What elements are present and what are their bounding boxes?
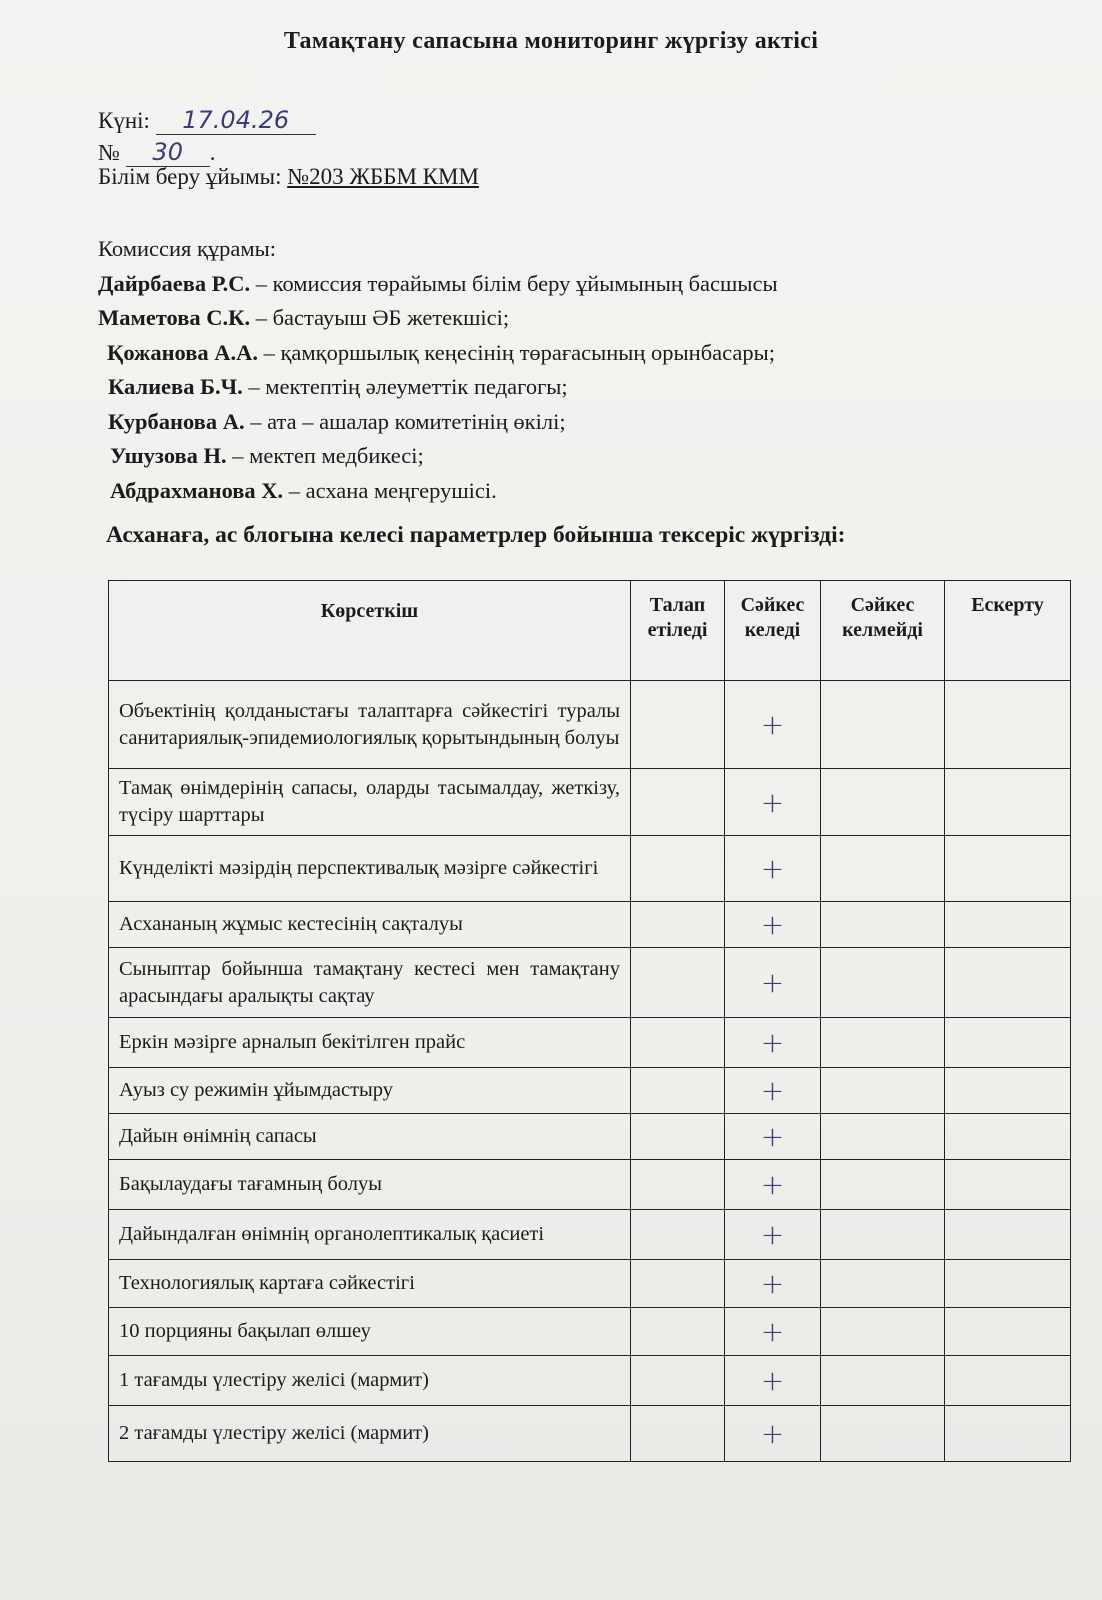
- note-cell[interactable]: [945, 769, 1071, 836]
- required-cell[interactable]: [631, 1068, 725, 1114]
- complies-cell[interactable]: [725, 1356, 821, 1406]
- indicator-cell: Асхананың жұмыс кестесінің сақталуы: [109, 902, 631, 948]
- complies-cell[interactable]: [725, 769, 821, 836]
- indicator-cell: 10 порцияны бақылап өлшеу: [109, 1308, 631, 1356]
- required-cell[interactable]: [631, 1160, 725, 1210]
- complies-cell[interactable]: [725, 1068, 821, 1114]
- header-complies: Сәйкес келеді: [725, 581, 821, 681]
- indicator-cell: 2 тағамды үлестіру желісі (мармит): [109, 1406, 631, 1462]
- number-value[interactable]: 30: [126, 138, 210, 167]
- note-cell[interactable]: [945, 948, 1071, 1018]
- complies-cell[interactable]: [725, 1018, 821, 1068]
- note-cell[interactable]: [945, 836, 1071, 902]
- note-cell[interactable]: [945, 1114, 1071, 1160]
- commission-member: [98, 405, 778, 440]
- required-cell[interactable]: [631, 1260, 725, 1308]
- plus-mark: +: [760, 1364, 785, 1397]
- required-cell[interactable]: [631, 1114, 725, 1160]
- number-label: №: [98, 140, 120, 165]
- plus-mark: +: [760, 966, 785, 999]
- required-cell[interactable]: [631, 1308, 725, 1356]
- indicator-cell: Дайын өнімнің сапасы: [109, 1114, 631, 1160]
- commission-block: [98, 232, 778, 508]
- complies-cell[interactable]: [725, 1160, 821, 1210]
- not-complies-cell[interactable]: [821, 1160, 945, 1210]
- not-complies-cell[interactable]: [821, 948, 945, 1018]
- complies-cell[interactable]: [725, 948, 821, 1018]
- member-role: – мектептің әлеуметтік педагогы;: [242, 374, 568, 399]
- commission-member: [98, 439, 778, 474]
- plus-mark: +: [760, 1218, 785, 1251]
- note-cell[interactable]: [945, 1406, 1071, 1462]
- commission-member: [98, 474, 778, 509]
- plus-mark: +: [760, 1026, 785, 1059]
- not-complies-cell[interactable]: [821, 1210, 945, 1260]
- note-cell[interactable]: [945, 1308, 1071, 1356]
- indicator-cell: Ауыз су режимін ұйымдастыру: [109, 1068, 631, 1114]
- table-row: [109, 1308, 1071, 1356]
- note-cell[interactable]: [945, 1068, 1071, 1114]
- header-required: Талап етіледі: [631, 581, 725, 681]
- indicator-cell: Тамақ өнімдерінің сапасы, оларды тасымалдау, жеткізу, түсіру шарттары: [109, 769, 631, 836]
- date-line: [98, 106, 316, 135]
- complies-cell[interactable]: [725, 1210, 821, 1260]
- not-complies-cell[interactable]: [821, 681, 945, 769]
- table-row: [109, 769, 1071, 836]
- not-complies-cell[interactable]: [821, 836, 945, 902]
- note-cell[interactable]: [945, 1356, 1071, 1406]
- header-not-complies: Сәйкес келмейді: [821, 581, 945, 681]
- note-cell[interactable]: [945, 1018, 1071, 1068]
- plus-mark: +: [760, 1074, 785, 1107]
- member-name: Абдрахманова Х.: [110, 477, 284, 503]
- note-cell[interactable]: [945, 1260, 1071, 1308]
- note-cell[interactable]: [945, 681, 1071, 769]
- complies-cell[interactable]: [725, 1308, 821, 1356]
- commission-member: [98, 370, 778, 405]
- plus-mark: +: [760, 1168, 785, 1201]
- not-complies-cell[interactable]: [821, 1018, 945, 1068]
- indicator-cell: Күнделікті мәзірдің перспективалық мәзірге сәйкестігі: [109, 836, 631, 902]
- inspection-table: [108, 580, 1071, 1462]
- member-role: – мектеп медбикесі;: [226, 443, 424, 468]
- section-heading: Асханаға, ас блогына келесі параметрлер бойынша тексеріс жүргізді:: [106, 522, 846, 548]
- commission-member: [98, 267, 778, 302]
- date-label: Күні:: [98, 108, 150, 133]
- table-row: [109, 1260, 1071, 1308]
- plus-mark: +: [760, 1315, 785, 1348]
- table-row: [109, 1068, 1071, 1114]
- not-complies-cell[interactable]: [821, 1068, 945, 1114]
- required-cell[interactable]: [631, 948, 725, 1018]
- plus-mark: +: [760, 1417, 785, 1450]
- required-cell[interactable]: [631, 1210, 725, 1260]
- table-row: [109, 1018, 1071, 1068]
- required-cell[interactable]: [631, 1356, 725, 1406]
- document-title: Тамақтану сапасына мониторинг жүргізу актісі: [283, 28, 819, 54]
- not-complies-cell[interactable]: [821, 1406, 945, 1462]
- member-role: – ата – ашалар комитетінің өкілі;: [244, 408, 566, 434]
- not-complies-cell[interactable]: [821, 902, 945, 948]
- plus-mark: +: [760, 1120, 785, 1153]
- organization-label: Білім беру ұйымы:: [98, 164, 282, 189]
- header-indicator: Көрсеткіш: [109, 581, 631, 681]
- required-cell[interactable]: [631, 836, 725, 902]
- commission-member: [98, 301, 778, 336]
- not-complies-cell[interactable]: [821, 769, 945, 836]
- complies-cell[interactable]: [725, 681, 821, 769]
- complies-cell[interactable]: [725, 1406, 821, 1462]
- indicator-cell: Бақылаудағы тағамның болуы: [109, 1160, 631, 1210]
- plus-mark: +: [760, 708, 785, 741]
- table-header-row: [109, 581, 1071, 681]
- header-note: Ескерту: [945, 581, 1071, 681]
- indicator-cell: 1 тағамды үлестіру желісі (мармит): [109, 1356, 631, 1406]
- indicator-cell: Еркін мәзірге арналып бекітілген прайс: [109, 1018, 631, 1068]
- complies-cell[interactable]: [725, 1260, 821, 1308]
- indicator-cell: Сыныптар бойынша тамақтану кестесі мен тамақтану арасындағы аралықты сақтау: [109, 948, 631, 1018]
- organization-line: [98, 164, 479, 190]
- note-cell[interactable]: [945, 1210, 1071, 1260]
- member-name: Қожанова А.А.: [107, 339, 258, 365]
- note-cell[interactable]: [945, 902, 1071, 948]
- required-cell[interactable]: [631, 1018, 725, 1068]
- not-complies-cell[interactable]: [821, 1114, 945, 1160]
- complies-cell[interactable]: [725, 836, 821, 902]
- member-role: – бастауыш ӘБ жетекшісі;: [250, 305, 510, 330]
- indicator-cell: Технологиялық картаға сәйкестігі: [109, 1260, 631, 1308]
- member-name: Ушузова Н.: [110, 443, 227, 468]
- commission-heading: Комиссия құрамы:: [98, 236, 277, 261]
- member-name: Дайрбаева Р.С.: [98, 270, 251, 296]
- table-row: [109, 836, 1071, 902]
- table-row: [109, 1160, 1071, 1210]
- required-cell[interactable]: [631, 769, 725, 836]
- member-name: Курбанова А.: [108, 408, 245, 434]
- date-value[interactable]: 17.04.26: [156, 106, 316, 135]
- member-role: – қамқоршылық кеңесінің төрағасының орынбасары;: [258, 339, 775, 365]
- required-cell[interactable]: [631, 902, 725, 948]
- member-role: – комиссия төрайымы білім беру ұйымының басшысы: [250, 270, 778, 296]
- table-row: [109, 1210, 1071, 1260]
- not-complies-cell[interactable]: [821, 1356, 945, 1406]
- commission-member: [98, 336, 778, 371]
- table-row: [109, 1356, 1071, 1406]
- indicator-cell: Объектінің қолданыстағы талаптарға сәйкестігі туралы санитариялық-эпидемиологиялық қорытындының болуы: [109, 681, 631, 769]
- organization-value: №203 ЖББМ КММ: [287, 164, 479, 189]
- member-name: Маметова С.К.: [98, 305, 251, 330]
- member-role: – асхана меңгерушісі.: [283, 477, 497, 503]
- table-row: [109, 1114, 1071, 1160]
- required-cell[interactable]: [631, 681, 725, 769]
- table-row: [109, 948, 1071, 1018]
- complies-cell[interactable]: [725, 1114, 821, 1160]
- plus-mark: +: [760, 852, 785, 885]
- member-name: Калиева Б.Ч.: [108, 374, 243, 399]
- table-row: [109, 902, 1071, 948]
- required-cell[interactable]: [631, 1406, 725, 1462]
- not-complies-cell[interactable]: [821, 1308, 945, 1356]
- plus-mark: +: [760, 785, 785, 819]
- table-row: [109, 681, 1071, 769]
- indicator-cell: Дайындалған өнімнің органолептикалық қасиеті: [109, 1210, 631, 1260]
- note-cell[interactable]: [945, 1160, 1071, 1210]
- complies-cell[interactable]: [725, 902, 821, 948]
- not-complies-cell[interactable]: [821, 1260, 945, 1308]
- plus-mark: +: [760, 908, 785, 941]
- number-line: № 30 .: [98, 138, 216, 166]
- table-row: [109, 1406, 1071, 1462]
- plus-mark: +: [760, 1267, 785, 1300]
